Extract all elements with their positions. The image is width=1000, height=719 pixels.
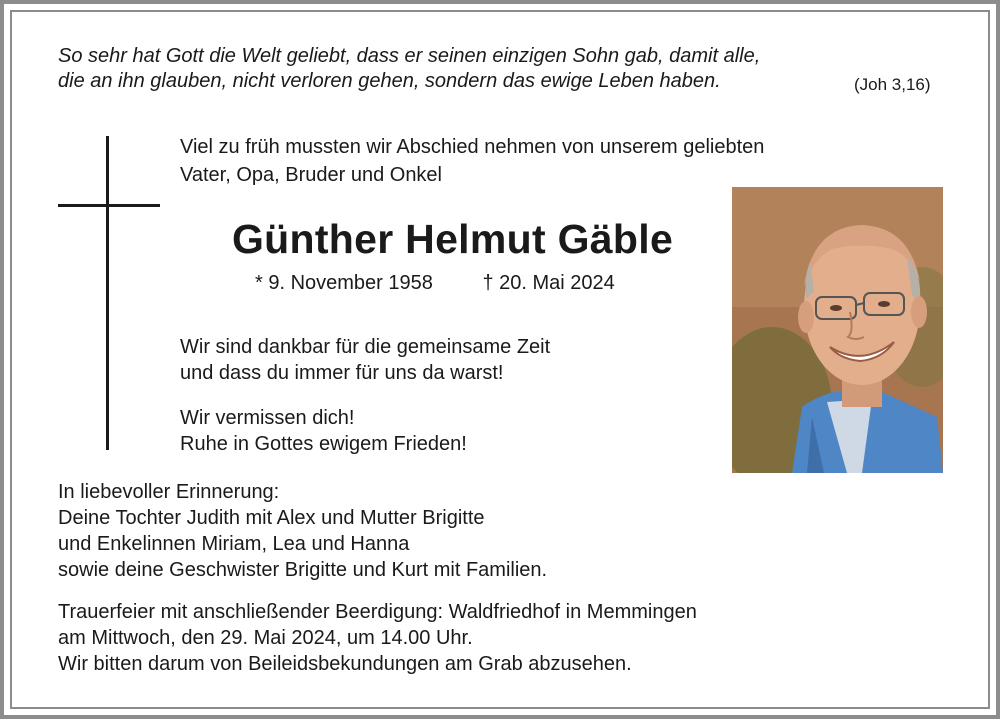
verse-reference: (Joh 3,16) (854, 75, 931, 94)
birth-date: * 9. November 1958 (255, 272, 433, 294)
service-line-2: am Mittwoch, den 29. Mai 2024, um 14.00 Uhr. (58, 627, 473, 649)
thanks-text (180, 334, 550, 386)
family-block (58, 479, 547, 583)
portrait-illustration (732, 187, 943, 473)
thanks-line-2: und dass du immer für uns da warst! (180, 362, 504, 384)
farewell-line-1: Wir vermissen dich! (180, 407, 355, 429)
death-date: † 20. Mai 2024 (482, 272, 615, 294)
intro-line-2: Vater, Opa, Bruder und Onkel (180, 164, 443, 186)
portrait-photo (732, 187, 943, 473)
service-line-3: Wir bitten darum von Beileidsbekundungen am Grab abzusehen. (58, 653, 632, 675)
farewell-text (180, 405, 467, 457)
family-line-2: und Enkelinnen Miriam, Lea und Hanna (58, 533, 410, 555)
cross-icon-vertical (106, 136, 109, 450)
family-heading: In liebevoller Erinnerung: (58, 481, 280, 503)
deceased-name: Günther Helmut Gäble (231, 216, 674, 262)
verse-line-1: So sehr hat Gott die Welt geliebt, dass er seinen einzigen Sohn gab, damit alle, (58, 45, 761, 67)
family-line-3: sowie deine Geschwister Brigitte und Kurt mit Familien. (58, 559, 548, 581)
life-dates (255, 272, 615, 295)
funeral-service-info (58, 599, 697, 677)
intro-text (180, 133, 764, 189)
service-line-1: Trauerfeier mit anschließender Beerdigung: Waldfriedhof in Memmingen (58, 601, 697, 623)
intro-line-1: Viel zu früh mussten wir Abschied nehmen von unserem geliebten (180, 136, 765, 158)
verse-line-2: die an ihn glauben, nicht verloren gehen, sondern das ewige Leben haben. (58, 70, 721, 92)
cross-icon-horizontal (58, 204, 160, 207)
bible-verse (58, 44, 958, 94)
farewell-line-2: Ruhe in Gottes ewigem Frieden! (180, 433, 467, 455)
family-line-1: Deine Tochter Judith mit Alex und Mutter Brigitte (58, 507, 485, 529)
thanks-line-1: Wir sind dankbar für die gemeinsame Zeit (180, 336, 551, 358)
